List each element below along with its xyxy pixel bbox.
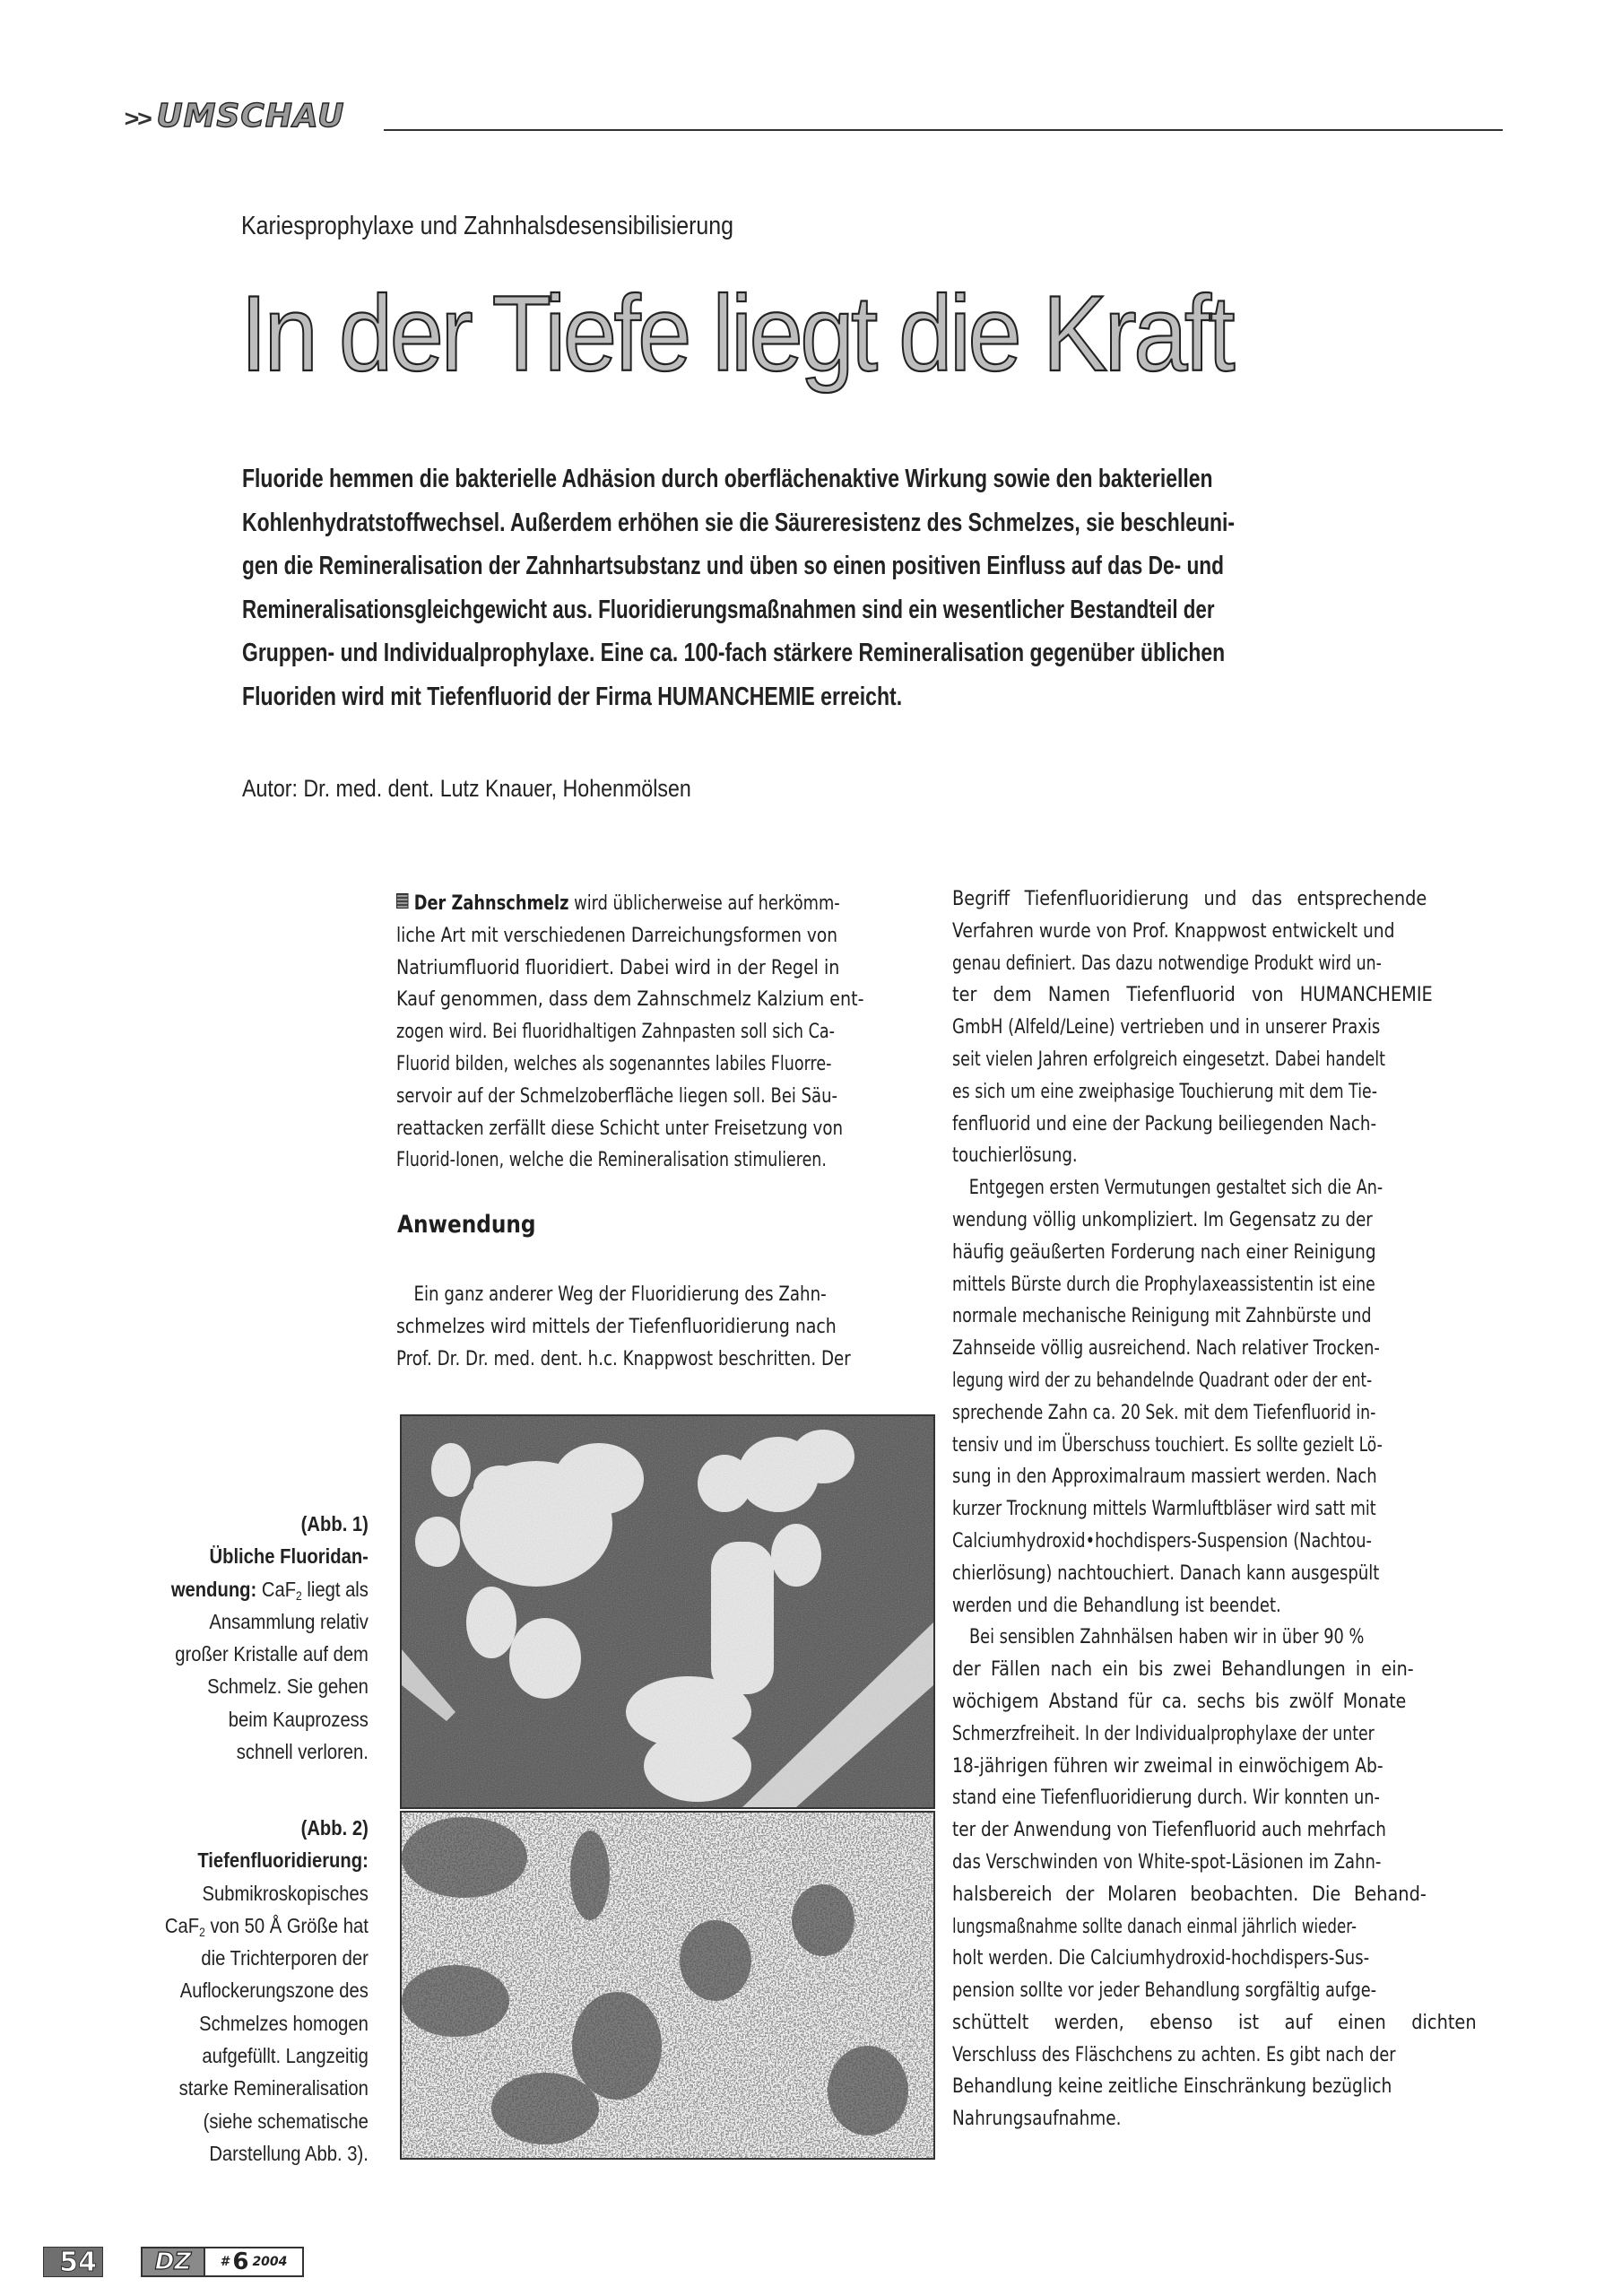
caption-2-line: Auflockerungszone des — [179, 1979, 369, 2003]
body-line: servoir auf der Schmelzoberfläche liegen soll. Bei Säu- — [396, 1083, 837, 1108]
body-line: lungsmaßnahme sollte danach einmal jährlich wieder- — [952, 1914, 1357, 1938]
issue-number: 6 — [232, 2248, 249, 2275]
caption-1-label: (Abb. 1) — [300, 1512, 369, 1535]
body-line: sprechende Zahn ca. 20 Sek. mit dem Tiefenfluorid in- — [952, 1400, 1376, 1424]
body-line: GmbH (Alfeld/Leine) vertrieben und in unserer Praxis — [952, 1015, 1381, 1039]
body-column-middle-top — [396, 888, 938, 1177]
body-line: halsbereich der Molaren beobachten. Die Behand- — [952, 1882, 1427, 1906]
lead-line: gen die Remineralisation der Zahnhartsubstanz und üben so einen positiven Einfluss auf das De- und — [242, 552, 1225, 580]
body-line: Fluorid bilden, welches als sogenanntes labiles Fluorre- — [396, 1051, 832, 1075]
article-kicker: Kariesprophylaxe und Zahnhalsdesensibilisierung — [241, 212, 734, 240]
body-line: Kauf genommen, dass dem Zahnschmelz Kalzium ent- — [396, 987, 864, 1012]
section-header — [126, 93, 344, 133]
caption-2-line: Submikroskopisches — [202, 1881, 369, 1905]
figure-2-sem-image — [400, 1811, 935, 2160]
section-arrows-icon: >> — [124, 105, 151, 132]
caption-1-line: Schmelz. Sie gehen — [207, 1674, 369, 1699]
body-line: Verschluss des Fläschchens zu achten. Es gibt nach der — [952, 2042, 1396, 2066]
sem-crystals-image — [402, 1416, 933, 1807]
body-line: schmelzes wird mittels der Tiefenfluoridierung nach — [396, 1314, 837, 1338]
body-line: werden und die Behandlung ist beendet. — [952, 1593, 1281, 1617]
caption-2-bold: Tiefenfluoridierung: — [197, 1848, 369, 1873]
intro-rest: wird üblicherweise auf herkömm- — [568, 891, 840, 915]
magazine-badge — [141, 2247, 304, 2277]
body-line: Calciumhydroxid•hochdispers-Suspension (Nachtou- — [952, 1528, 1372, 1552]
body-line: seit vielen Jahren erfolgreich eingesetzt. Dabei handelt — [952, 1047, 1386, 1071]
body-line: 18-jährigen führen wir zweimal in einwöchigem Ab- — [952, 1753, 1383, 1778]
body-line: reattacken zerfällt diese Schicht unter Freisetzung von — [396, 1116, 844, 1140]
body-line: stand eine Tiefenfluoridierung durch. Wir konnten un- — [952, 1786, 1380, 1810]
body-line: schüttelt werden, ebenso ist auf einen dichten — [952, 2010, 1477, 2034]
body-line: häufig geäußerten Forderung nach einer Reinigung — [952, 1239, 1376, 1264]
lead-line: Kohlenhydratstoffwechsel. Außerdem erhöhen sie die Säureresistenz des Schmelzes, sie beschleuni- — [242, 508, 1236, 537]
caption-2-line: starke Remineralisation — [178, 2076, 369, 2100]
caption-2-line: Darstellung Abb. 3). — [209, 2141, 369, 2165]
caption-1-line: Ansammlung relativ — [209, 1609, 369, 1633]
body-line: normale mechanische Reinigung mit Zahnbürste und — [952, 1304, 1372, 1328]
subhead-anwendung: Anwendung — [397, 1211, 536, 1239]
figure-1-caption — [139, 1508, 369, 1768]
caption-1-line: wendung: CaF$_2$ liegt als — [170, 1577, 369, 1603]
body-line: sung in den Approximalraum massiert werden. Nach — [952, 1465, 1377, 1489]
lead-line: Gruppen- und Individualprophylaxe. Eine ca. 100-fach stärkere Remineralisation gegenüber üblichen — [242, 639, 1226, 667]
intro-line — [396, 888, 840, 920]
issue-year: 2004 — [252, 2255, 288, 2269]
caption-1-line: schnell verloren. — [236, 1740, 369, 1764]
caption-2-line: aufgefüllt. Langzeitig — [202, 2044, 369, 2068]
caption-2-line: CaF$_2$ von 50 Å Größe hat — [165, 1913, 369, 1939]
section-label: UMSCHAU — [156, 98, 345, 135]
caption-1-line: großer Kristalle auf dem — [175, 1642, 369, 1666]
body-line: Nahrungsaufnahme. — [952, 2107, 1122, 2131]
body-line: Fluorid-Ionen, welche die Remineralisation stimulieren. — [396, 1148, 827, 1172]
body-line: tensiv und im Überschuss touchiert. Es sollte gezielt Lö- — [952, 1432, 1383, 1457]
body-line: ter der Anwendung von Tiefenfluorid auch mehrfach — [952, 1818, 1386, 1842]
body-line: Ein ganz anderer Weg der Fluoridierung des Zahn- — [413, 1283, 827, 1306]
body-line: Schmerzfreiheit. In der Individualprophylaxe der unter — [952, 1721, 1375, 1745]
body-line: genau definiert. Das dazu notwendige Produkt wird un- — [952, 951, 1382, 975]
section-bullet-icon — [396, 893, 408, 909]
figure-2-caption — [132, 1812, 369, 2170]
body-line: der Fällen nach ein bis zwei Behandlungen in ein- — [952, 1657, 1414, 1682]
body-line: Prof. Dr. Dr. med. dent. h.c. Knappwost beschritten. Der — [396, 1346, 851, 1370]
body-line: wendung völlig unkompliziert. Im Gegensatz zu der — [952, 1207, 1373, 1231]
body-line: liche Art mit verschiedenen Darreichungsformen von — [396, 923, 838, 947]
body-column-middle-bottom — [396, 1279, 938, 1375]
caption-1-line: beim Kauprozess — [228, 1707, 369, 1731]
caption-1-bold: Übliche Fluoridan- — [209, 1544, 369, 1569]
sem-deep-fluoride-image — [402, 1813, 933, 2158]
body-line: es sich um eine zweiphasige Touchierung mit dem Tie- — [952, 1079, 1377, 1103]
caption-2-label: (Abb. 2) — [300, 1816, 369, 1839]
body-line: Natriumfluorid fluoridiert. Dabei wird in der Regel in — [396, 955, 840, 979]
body-line: Entgegen ersten Vermutungen gestaltet sich die An- — [968, 1176, 1383, 1200]
figure-1-sem-image — [400, 1414, 935, 1809]
body-column-right — [952, 883, 1496, 2135]
body-line: Zahnseide völlig ausreichend. Nach relativer Trocken- — [952, 1336, 1380, 1361]
body-line: zogen wird. Bei fluoridhaltigen Zahnpasten soll sich Ca- — [396, 1020, 835, 1044]
body-line: ter dem Namen Tiefenfluorid von HUMANCHEMIE — [952, 983, 1433, 1007]
body-line: touchierlösung. — [952, 1144, 1078, 1168]
body-line: Verfahren wurde von Prof. Knappwost entwickelt und — [952, 918, 1395, 943]
page-number: 54 — [43, 2247, 103, 2277]
lead-line: Remineralisationsgleichgewicht aus. Fluoridierungsmaßnahmen sind ein wesentlicher Bestandteil der — [242, 595, 1215, 624]
body-line: Begriff Tiefenfluoridierung und das entsprechende — [952, 887, 1427, 910]
body-line: fenfluorid und eine der Packung beiliegenden Nach- — [952, 1111, 1377, 1135]
article-lead — [242, 457, 1524, 718]
intro-bold: Der Zahnschmelz — [413, 891, 569, 915]
lead-line: Fluoride hemmen die bakterielle Adhäsion durch oberflächenaktive Wirkung sowie den bakteriellen — [242, 465, 1213, 493]
body-line: legung wird der zu behandelnde Quadrant oder der ent- — [952, 1368, 1373, 1392]
caption-2-line: Schmelzes homogen — [199, 2011, 369, 2035]
body-line: wöchigem Abstand für ca. sechs bis zwölf Monate — [952, 1689, 1407, 1713]
body-line: das Verschwinden von White-spot-Läsionen im Zahn- — [952, 1849, 1382, 1874]
issue-info — [205, 2248, 302, 2275]
article-author: Autor: Dr. med. dent. Lutz Knauer, Hohenmölsen — [242, 775, 691, 802]
article-title: In der Tiefe liegt die Kraft — [240, 274, 1232, 394]
lead-line: Fluoriden wird mit Tiefenfluorid der Firma HUMANCHEMIE erreicht. — [242, 682, 903, 711]
body-line: holt werden. Die Calciumhydroxid-hochdispers-Sus- — [952, 1946, 1370, 1970]
caption-2-line: die Trichterporen der — [201, 1946, 369, 1970]
magazine-logo: DZ — [143, 2248, 205, 2275]
body-line: Bei sensiblen Zahnhälsen haben wir in über 90 % — [968, 1625, 1365, 1649]
caption-2-line: (siehe schematische — [203, 2109, 369, 2133]
body-line: mittels Bürste durch die Prophylaxeassistentin ist eine — [952, 1272, 1375, 1296]
body-line: chierlösung) nachtouchiert. Danach kann ausgespült — [952, 1561, 1380, 1585]
header-rule — [384, 129, 1503, 131]
issue-prefix: # — [220, 2255, 230, 2269]
body-line: Behandlung keine zeitliche Einschränkung bezüglich — [952, 2074, 1392, 2099]
body-line: kurzer Trocknung mittels Warmluftbläser wird satt mit — [952, 1497, 1376, 1521]
body-line: pension sollte vor jeder Behandlung sorgfältig aufge- — [952, 1979, 1377, 2003]
